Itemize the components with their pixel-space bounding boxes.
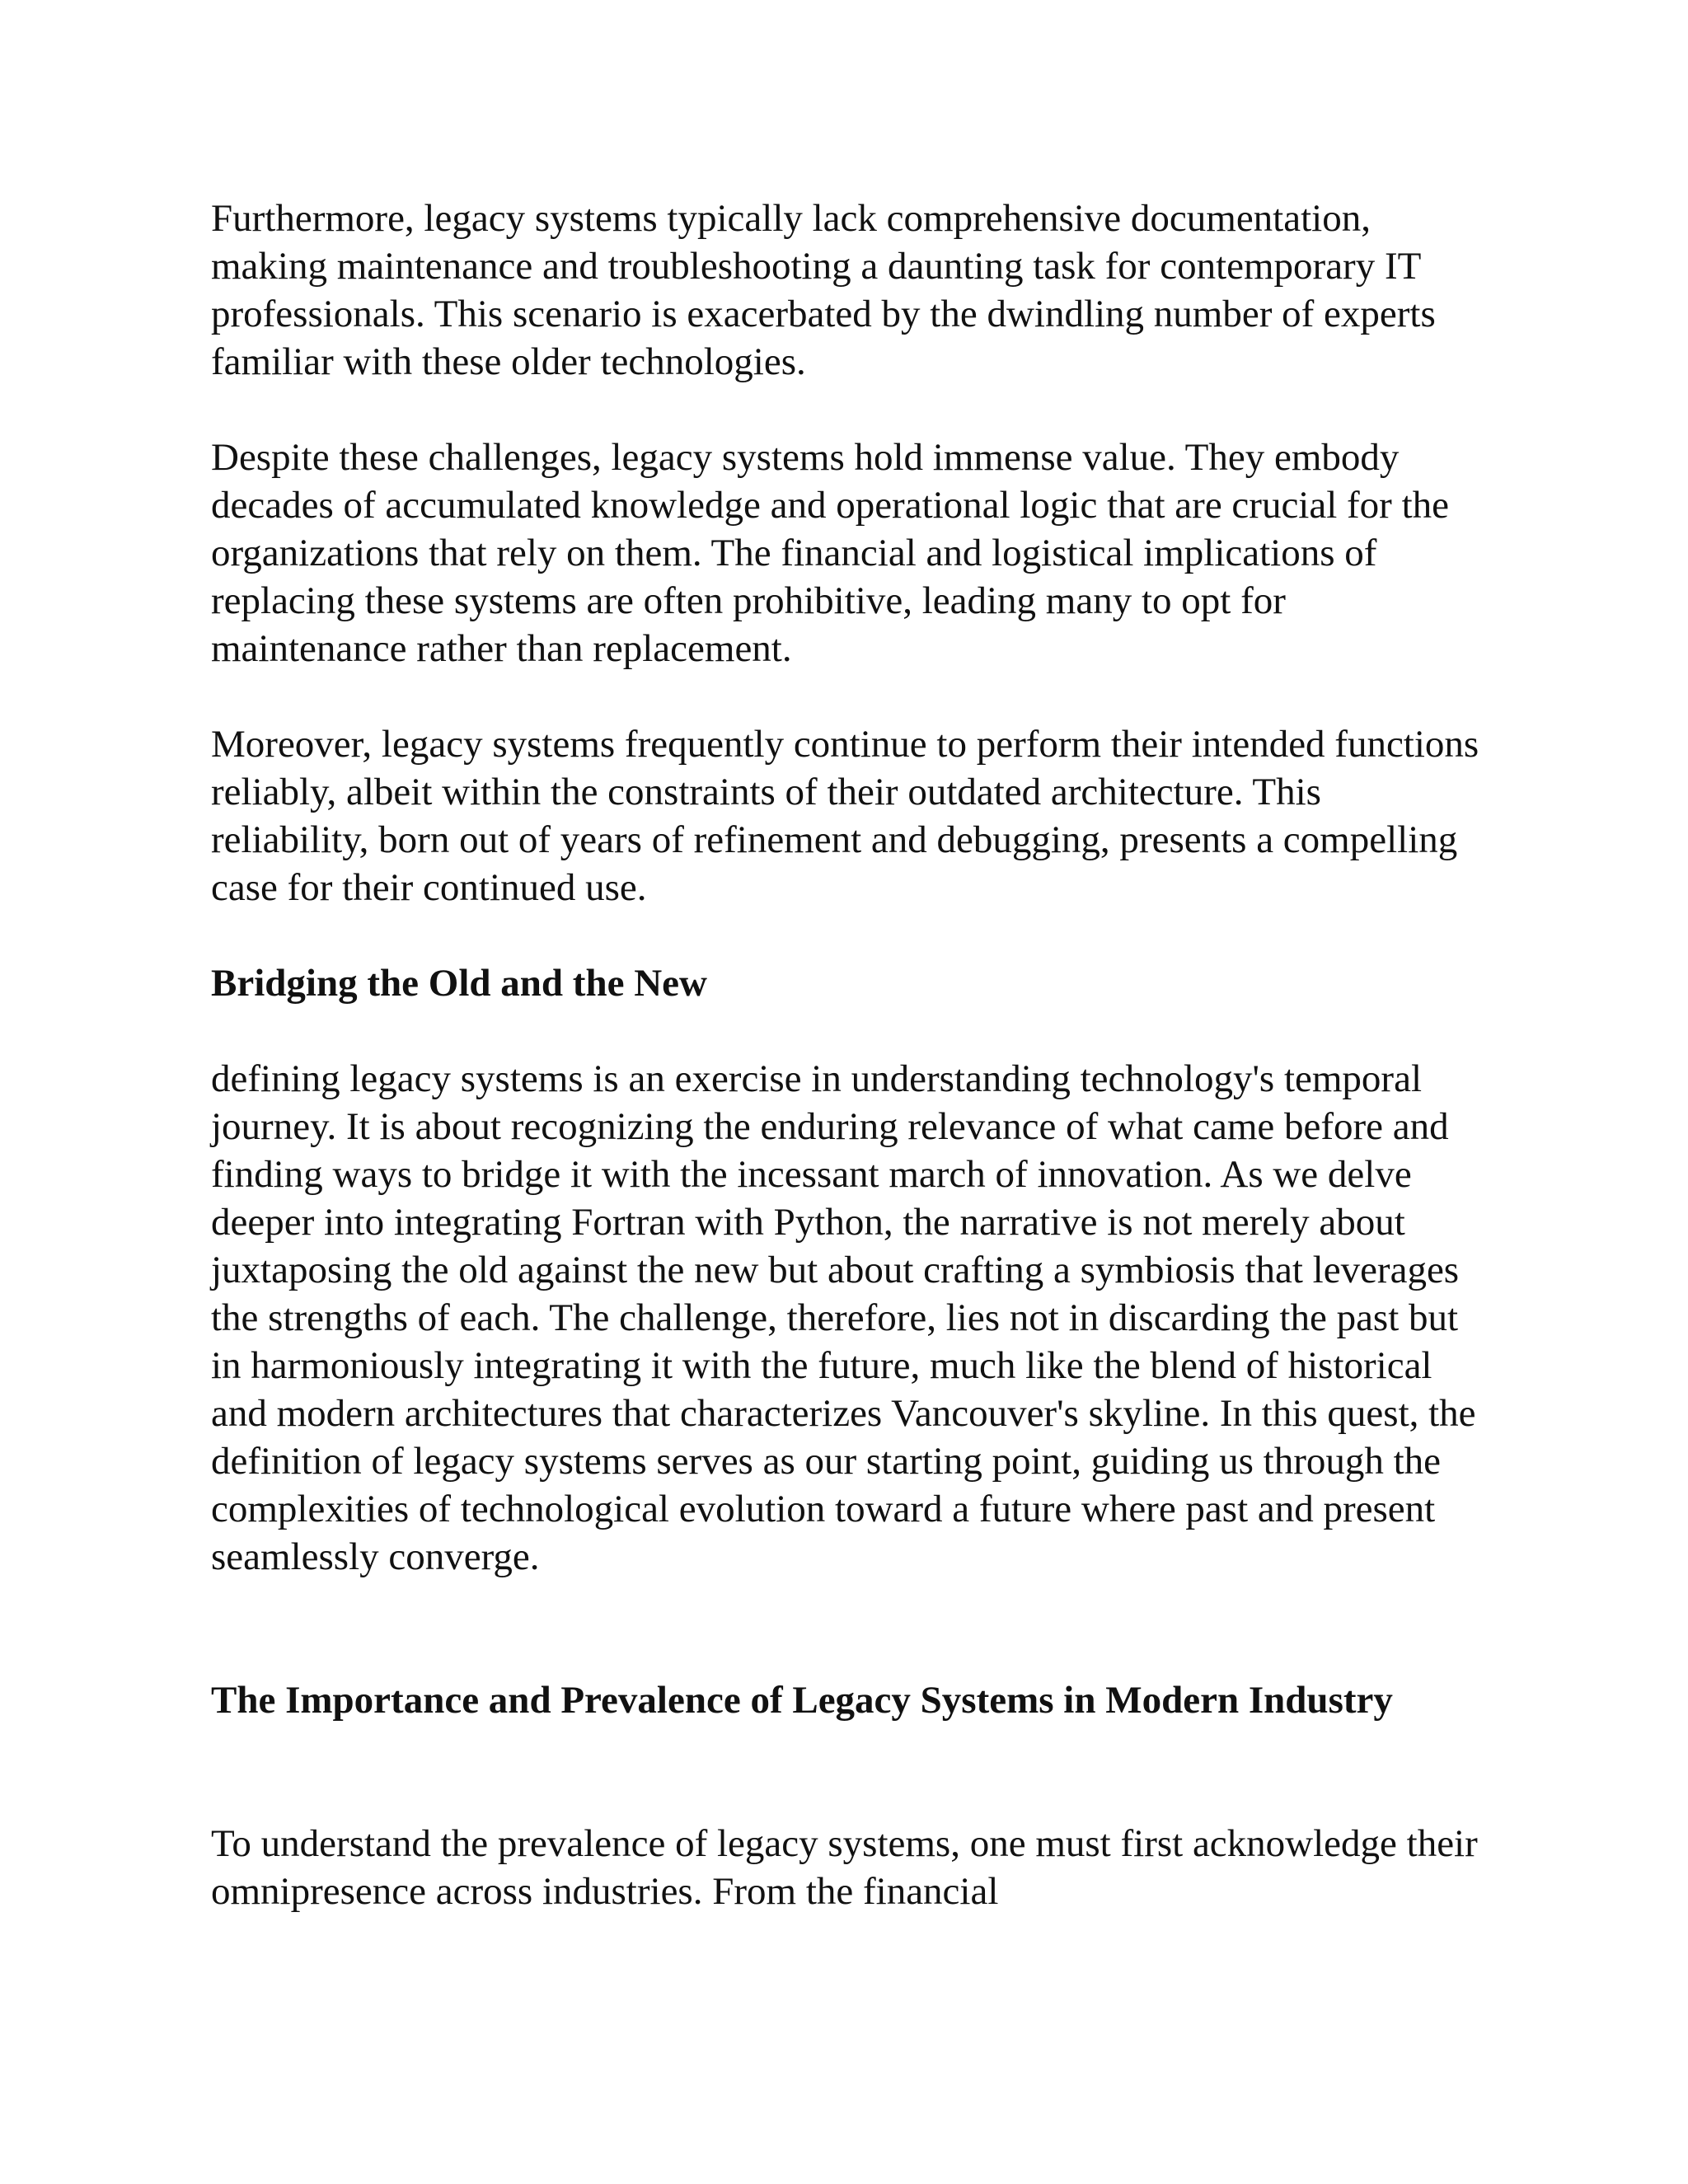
document-body — [211, 194, 1489, 1963]
paragraph-bridging: defining legacy systems is an exercise in understanding technology's temporal journey. It is about recognizing the enduring relevance of what came before and finding ways to bridge it with the incessant march of innovation. As we delve deeper into integrating Fortran with Python, the narrative is not merely about juxtaposing the old against the new but about crafting a symbiosis that leverages the strengths of each. The challenge, therefore, lies not in discarding the past but in harmoniously integrating it with the future, much like the blend of historical and modern architectures that characterizes Vancouver's skyline. In this quest, the definition of legacy systems serves as our starting point, guiding us through the complexities of technological evolution toward a future where past and present seamlessly converge. — [211, 1057, 1476, 1578]
section-heading-importance: The Importance and Prevalence of Legacy Systems in Modern Industry — [211, 1679, 1393, 1722]
paragraph-documentation: Furthermore, legacy systems typically lack comprehensive documentation, making maintenance and troubleshooting a daunting task for contemporary IT professionals. This scenario is exacerbated by the dwindling number of experts familiar with these older technologies. — [211, 197, 1436, 383]
paragraph-prevalence: To understand the prevalence of legacy systems, one must first acknowledge their omnipresence across industries. From the financial — [211, 1822, 1478, 1913]
subheading-bridging: Bridging the Old and the New — [211, 962, 707, 1005]
paragraph-reliability: Moreover, legacy systems frequently continue to perform their intended functions reliably, albeit within the constraints of their outdated architecture. This reliability, born out of years of refinement and debugging, presents a compelling case for their continued use. — [211, 723, 1479, 909]
paragraph-value: Despite these challenges, legacy systems hold immense value. They embody decades of accumulated knowledge and operational logic that are crucial for the organizations that rely on them. The financial and logistical implications of replacing these systems are often prohibitive, leading many to opt for maintenance rather than replacement. — [211, 436, 1450, 670]
